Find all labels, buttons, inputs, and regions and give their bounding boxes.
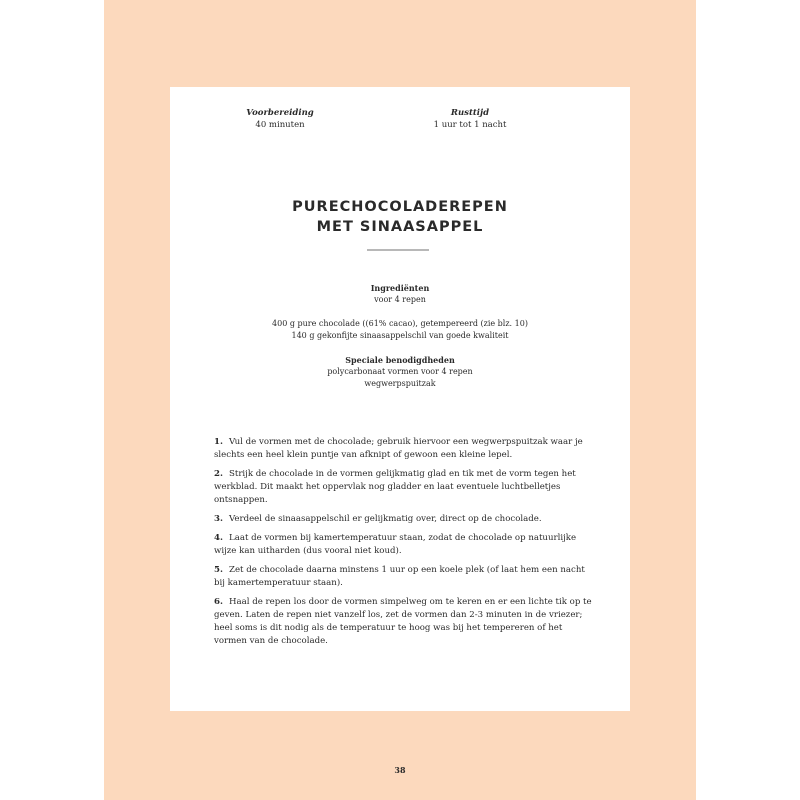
ingredient-item: 140 g gekonfijte sinaasappelschil van goede kwaliteit <box>291 331 509 340</box>
method-step <box>214 532 594 558</box>
step-text: Haal de repen los door de vormen simpelweg om te keren en er een lichte tik op te geven. Laten de repen niet vanzelf los, zet de vormen dan 2-3 minuten in de vriezer; heel soms is dit nodig als de temperatuur te hoog was bij het tempereren of het vormen van de chocolade. <box>214 597 592 646</box>
step-text: Vul de vormen met de chocolade; gebruik hiervoor een wegwerpspuitzak waar je slechts een heel klein puntje van afknipt of gewoon een kleine lepel. <box>214 437 583 460</box>
ingredients-yield: voor 4 repen <box>374 295 426 304</box>
step-number: 3. <box>214 514 223 524</box>
method-steps <box>214 436 594 654</box>
step-number: 6. <box>214 597 223 607</box>
step-text: Zet de chocolade daarna minstens 1 uur op een koele plek (of laat hem een nacht bij kamertemperatuur staan). <box>214 565 585 588</box>
rest-time <box>400 107 540 131</box>
equipment-heading: Speciale benodigdheden <box>345 355 455 365</box>
step-number: 2. <box>214 469 223 479</box>
ingredient-item: 400 g pure chocolade ((61% cacao), getempereerd (zie blz. 10) <box>272 319 528 328</box>
recipe-card <box>170 87 630 711</box>
ingredients-section <box>170 282 630 390</box>
step-number: 5. <box>214 565 223 575</box>
prep-time-label: Voorbereiding <box>246 108 314 118</box>
step-number: 1. <box>214 437 223 447</box>
recipe-title <box>170 197 630 237</box>
equipment-item: wegwerpspuitzak <box>364 379 436 388</box>
step-number: 4. <box>214 533 223 543</box>
title-divider <box>367 249 429 251</box>
prep-time <box>210 107 350 131</box>
step-text: Strijk de chocolade in de vormen gelijkmatig glad en tik met de vorm tegen het werkblad. Dit maakt het oppervlak nog gladder en laat eventuele luchtbelletjes ontsnappen. <box>214 469 576 505</box>
method-step <box>214 513 594 526</box>
page-number: 38 <box>394 765 406 775</box>
page-background <box>104 0 696 800</box>
method-step <box>214 468 594 507</box>
equipment-item: polycarbonaat vormen voor 4 repen <box>327 367 473 376</box>
recipe-title-line-1: PURECHOCOLADEREPEN <box>292 199 508 215</box>
step-text: Laat de vormen bij kamertemperatuur staan, zodat de chocolade op natuurlijke wijze kan uitharden (dus vooral niet koud). <box>214 533 577 556</box>
recipe-title-line-2: MET SINAASAPPEL <box>316 219 484 235</box>
ingredients-heading: Ingrediënten <box>370 283 430 293</box>
prep-time-value: 40 minuten <box>255 120 305 130</box>
rest-time-label: Rusttijd <box>450 108 490 118</box>
method-step <box>214 564 594 590</box>
method-step <box>214 596 594 648</box>
method-step <box>214 436 594 462</box>
rest-time-value: 1 uur tot 1 nacht <box>433 120 507 130</box>
step-text: Verdeel de sinaasappelschil er gelijkmatig over, direct op de chocolade. <box>228 514 542 524</box>
